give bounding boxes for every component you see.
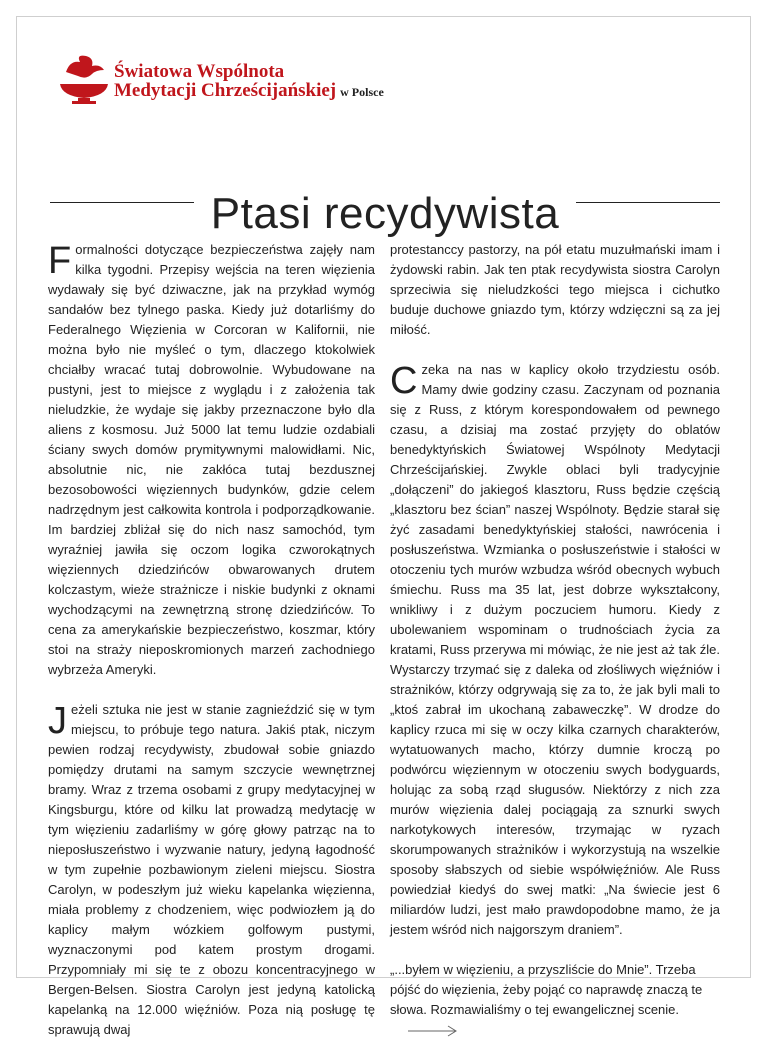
title-rule-right (576, 202, 720, 203)
organization-logo (56, 50, 396, 110)
paragraph (48, 700, 375, 1040)
paragraph (390, 360, 720, 940)
drop-cap: C (390, 360, 418, 402)
bird-bowl-icon (56, 50, 112, 110)
paragraph (48, 240, 375, 680)
paragraph-text: ormalności dotyczące bezpieczeństwa zajęły nam kilka tygodni. Przepisy wejścia na teren więzienia wydawały się być dziwaczne, jak na przykład wymóg sandałów bez tylnego paska. Kiedy już dotarliśmy do Federalnego Więzienia w Corcoran w Kalifornii, nie można było nie myśleć o tym, dlaczego ktokolwiek chciałby wracać tutaj dobrowolnie. Wybudowane na pustyni, jest to miejsce z wyglądu i z założenia tak nieludzkie, że wydaje się jakby przeznaczone było dla aliens z kosmosu. Już 5000 lat temu ludzie ozdabiali ściany swych domów prymitywnymi malowidłami. Nic, absolutnie nic, nie zakłóca tutaj bezdusznej bezosobowości więziennych budynków, gdzie celem nadrzędnym jest całkowita kontrola i podporządkowanie. Im bardziej zbliżał się do nich nasz samochód, tym wyraźniej jawiła się oczom logika czworokątnych więziennych dziedzińców obwarowanych drutem kolczastym, wieże strażnicze i niskie budynki z oknami wychodzącymi na zewnętrzną stronę dziedzińców. To cena za amerykańskie bezpieczeństwo, koszmar, który stoi na straży nieposkromionych marzeń zachodniego wybrzeża Ameryki. (48, 242, 375, 677)
paragraph-text: protestanccy pastorzy, na pół etatu muzułmański imam i żydowski rabin. Jak ten ptak recydywista siostra Carolyn sprzeciwia się nieludzkości tego miejsca i cichutko buduje duchowe gniazdo tym, którzy wdzięczni są za jej miłość. (390, 242, 720, 337)
paragraph (390, 960, 720, 1040)
paragraph (390, 240, 720, 340)
paragraph-text: eżeli sztuka nie jest w stanie zagnieździć się w tym miejscu, to próbuje tego natura. Jakiś ptak, niczym pewien rodzaj recydywisty, zbudował sobie gniazdo pomiędzy drutami na samym szczycie wewnętrznej bramy. Wraz z trzema osobami z grupy medytacyjnej w Kingsburgu, które od kilku lat prowadzą medytację w tym więzieniu zadarliśmy w górę głowy patrząc na to nieposłuszeństwo i wyzwanie natury, jedyną łagodność w tym zupełnie pozbawionym zieleni miejscu. Siostra Carolyn, w podeszłym już wieku kapelanka więzienna, miała problemy z chodzeniem, więc podwiozłem ją do kaplicy małym wózkiem golfowym pustymi, wyznaczonymi pod katem prostym drogami. Przypomniały mi się te z obozu koncentracyjnego w Bergen-Belsen. Siostra Carolyn jest jedyną katolicką kapelanką na 12.000 więźniów. Poza nią posługę tę sprawują dwaj (48, 702, 375, 1037)
logo-line-2 (114, 81, 384, 102)
article-title: Ptasi recydywista (210, 189, 560, 239)
drop-cap: J (48, 700, 67, 742)
continue-arrow-icon[interactable] (408, 1025, 458, 1037)
logo-line-2-text: Medytacji Chrześcijańskiej (114, 80, 337, 101)
paragraph-text: „...byłem w więzieniu, a przyszliście do Mnie”. Trzeba pójść do więzienia, żeby pojąć co naprawdę znaczą te słowa. Rozmawialiśmy o tej ewangelicznej scenie. (390, 962, 703, 1017)
left-column (48, 240, 375, 1040)
right-column (390, 240, 720, 1040)
drop-cap: F (48, 240, 72, 282)
logo-suffix: w Polsce (340, 85, 384, 99)
title-row (50, 158, 720, 239)
logo-line-1: Światowa Wspólnota (114, 61, 285, 82)
paragraph-text: zeka na nas w kaplicy około trzydziestu osób. Mamy dwie godziny czasu. Zaczynam od poznania się z Russ, z którym korespondowałem od pewnego czasu, a dzisiaj ma zostać przyjęty do oblatów benedyktyńskich Światowej Wspólnoty Medytacji Chrześcijańskiej. Zwykle oblaci byli tradycyjnie „dołączeni” do jakiegoś klasztoru, Russ będzie częścią „klasztoru bez ścian” naszej Wspólnoty. Będzie starał się żyć zasadami benedyktyńskiej stałości, nawrócenia i posłuszeństwa. Wzmianka o posłuszeństwie i stałości w otoczeniu tych murów wzbudza wśród obecnych wybuch śmiechu. Russ ma 35 lat, jest dobrze wykształcony, wnikliwy i z dużym poczuciem humoru. Kiedy z ubolewaniem wspominam o trudnościach życia za kratami, Russ przerywa mi mówiąc, że nie jest aż tak źle. Wystarczy trzymać się z daleka od złośliwych więźniów i strażników, którzy odgrywają się za to, że jak byli mali to „ktoś zabrał im ukochaną zabaweczkę”. W drodze do kaplicy rzuca mi się w oczy kilka czarnych charakterów, wytatuowanych macho, którzy dumnie kroczą po podwórcu więziennym w otoczeniu swych bodyguards, holując za sobą rząd sługusów. Niektórzy z nich zza murów więzienia dalej pociągają za sznurki swych narkotykowych interesów, trzymając w ryzach skorumpowanych strażników i wykorzystują na wszelkie sposoby słabszych od siebie współwięźniów. Ale Russ powiedział kiedyś do swej matki: „Na świecie jest 6 miliardów ludzi, jest mało prawdopodobne mamo, że ja jestem wśród nich najgorszym draniem”. (390, 362, 720, 937)
